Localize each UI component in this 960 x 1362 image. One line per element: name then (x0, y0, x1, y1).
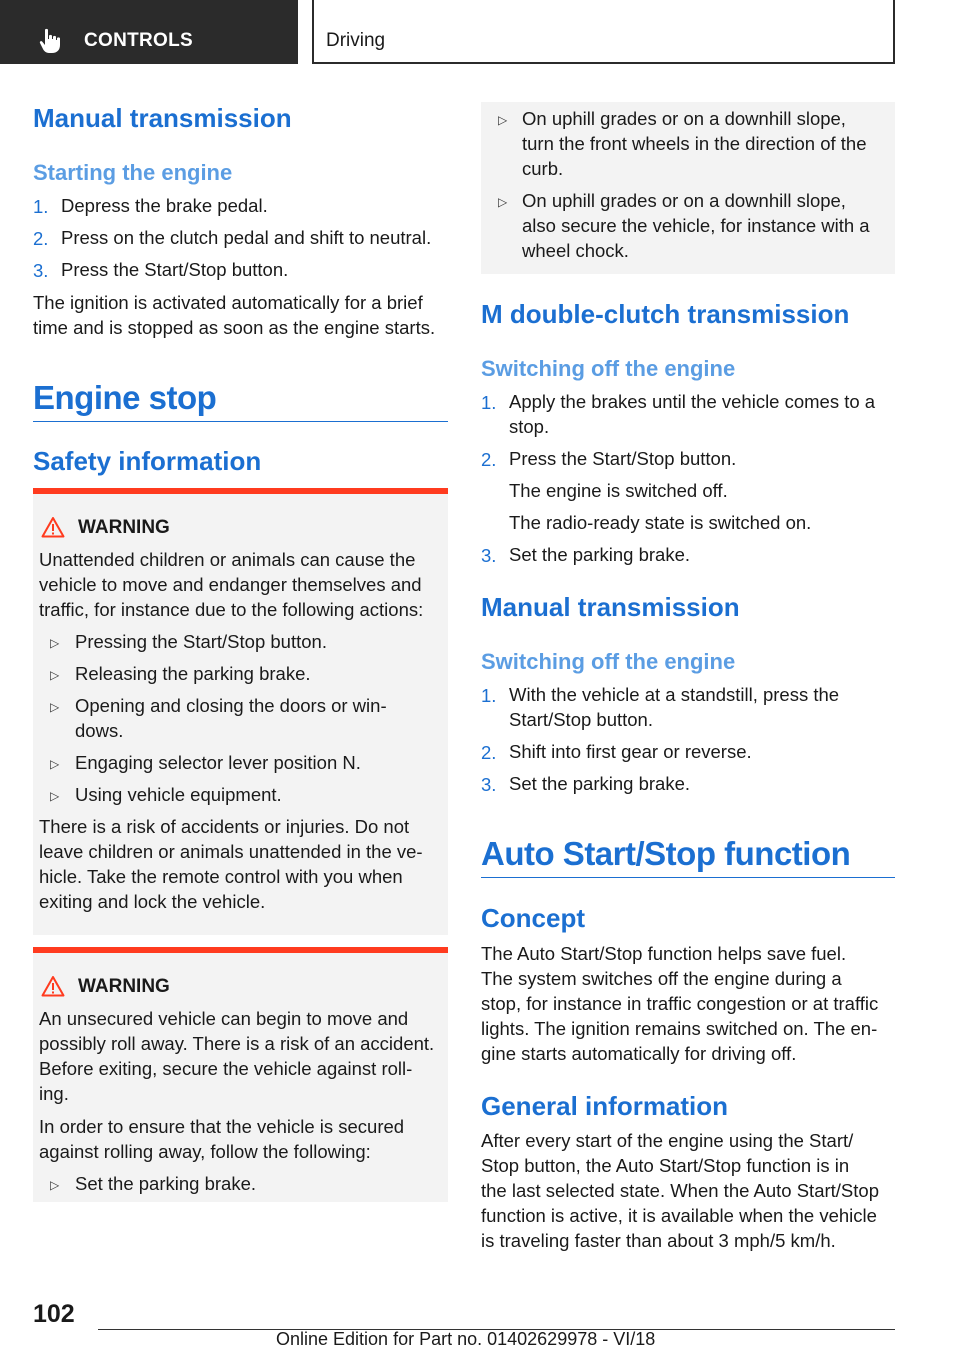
heading-starting-engine: Starting the engine (33, 160, 233, 185)
step-number: 3. (481, 774, 497, 795)
warning-text-line: There is a risk of accidents or injuries. Do not (39, 816, 410, 837)
bullet-text: turn the front wheels in the direction of the (522, 133, 867, 154)
bullet-text: wheel chock. (522, 240, 629, 261)
warning-triangle-icon (41, 516, 65, 538)
warning-label: WARNING (78, 976, 170, 997)
paragraph-line: is traveling faster than about 3 mph/5 km/h. (481, 1230, 836, 1251)
bullet-text: On uphill grades or on a downhill slope, (522, 190, 846, 211)
step-text: Start/Stop button. (509, 709, 653, 730)
bullet-triangle-icon: ▷ (50, 1178, 60, 1192)
bullet-text: Opening and closing the doors or win- (75, 695, 387, 716)
step-text: Apply the brakes until the vehicle comes to a (509, 391, 876, 412)
page-header (0, 0, 960, 66)
page-number: 102 (33, 1300, 75, 1328)
warning-label: WARNING (78, 517, 170, 538)
bullet-triangle-icon: ▷ (50, 757, 60, 771)
heading-auto-start-stop: Auto Start/Stop function (481, 835, 851, 872)
chapter-tab-driving (312, 0, 895, 64)
bullet-triangle-icon: ▷ (50, 700, 60, 714)
footer-edition: Online Edition for Part no. 01402629978 - VI/18 (276, 1329, 656, 1349)
paragraph-line: the last selected state. When the Auto Start/Stop (481, 1180, 879, 1201)
warning-bar (33, 488, 448, 494)
bullet-text: dows. (75, 720, 124, 741)
heading-m-double-clutch: M double-clutch transmission (481, 299, 850, 329)
heading-safety-information: Safety information (33, 446, 262, 476)
bullet-text: Using vehicle equipment. (75, 784, 282, 805)
paragraph-line: lights. The ignition remains switched on. The en- (481, 1018, 878, 1039)
paragraph-line: After every start of the engine using the Start/ (481, 1130, 854, 1151)
step-text: Press the Start/Stop button. (509, 448, 737, 469)
paragraph-line: function is active, it is available when the vehicle (481, 1205, 877, 1226)
warning-text-line: Unattended children or animals can cause the (39, 549, 416, 570)
bullet-text: Engaging selector lever position N. (75, 752, 361, 773)
step-number: 3. (481, 545, 497, 566)
warning-text-line: vehicle to move and endanger themselves and (39, 574, 422, 595)
chapter-label: Driving (326, 30, 386, 51)
step-number: 1. (481, 685, 497, 706)
step-text: Shift into first gear or reverse. (509, 741, 752, 762)
heading-switching-off-engine: Switching off the engine (481, 356, 736, 381)
warning-text-line: hicle. Take the remote control with you when (39, 866, 403, 887)
hand-pointer-icon (36, 26, 66, 56)
bullet-text: Set the parking brake. (75, 1173, 256, 1194)
step-number: 2. (33, 228, 49, 249)
paragraph-line: The system switches off the engine during a (481, 968, 842, 989)
bullet-triangle-icon: ▷ (50, 668, 60, 682)
heading-switching-off-engine: Switching off the engine (481, 649, 736, 674)
section-tab-controls (0, 0, 298, 64)
info-box (481, 102, 895, 274)
warning-text-line: possibly roll away. There is a risk of an accident. (39, 1033, 435, 1054)
bullet-triangle-icon: ▷ (498, 113, 508, 127)
heading-rule (33, 421, 448, 422)
warning-text-line: exiting and lock the vehicle. (39, 891, 266, 912)
paragraph-line: The Auto Start/Stop function helps save fuel. (481, 943, 847, 964)
warning-box (33, 947, 448, 1202)
warning-text-line: traffic, for instance due to the following actions: (39, 599, 424, 620)
bullet-text: also secure the vehicle, for instance with a (522, 215, 870, 236)
step-text: The radio-ready state is switched on. (509, 512, 812, 533)
warning-text-line: An unsecured vehicle can begin to move and (39, 1008, 409, 1029)
bullet-triangle-icon: ▷ (50, 789, 60, 803)
warning-text-line: Before exiting, secure the vehicle against roll- (39, 1058, 413, 1079)
warning-triangle-icon (41, 975, 65, 997)
heading-concept: Concept (481, 903, 585, 933)
paragraph-line: Stop button, the Auto Start/Stop function is in (481, 1155, 850, 1176)
step-text: Set the parking brake. (509, 773, 690, 794)
warning-bar (33, 947, 448, 953)
paragraph-line: stop, for instance in traffic congestion or at traffic (481, 993, 879, 1014)
section-label: CONTROLS (84, 30, 194, 51)
step-text: Press on the clutch pedal and shift to neutral. (61, 227, 432, 248)
bullet-triangle-icon: ▷ (50, 636, 60, 650)
step-text: Set the parking brake. (509, 544, 690, 565)
paragraph-line: time and is stopped as soon as the engine starts. (33, 317, 436, 338)
paragraph-line: gine starts automatically for driving off. (481, 1043, 797, 1064)
heading-manual-transmission: Manual transmission (481, 592, 740, 622)
warning-text-line: leave children or animals unattended in the ve- (39, 841, 423, 862)
bullet-text: curb. (522, 158, 564, 179)
warning-text-line: against rolling away, follow the following: (39, 1141, 371, 1162)
heading-rule (481, 877, 895, 878)
warning-text-line: ing. (39, 1083, 69, 1104)
step-number: 2. (481, 742, 497, 763)
bullet-text: Releasing the parking brake. (75, 663, 311, 684)
step-number: 3. (33, 260, 49, 281)
heading-general-information: General information (481, 1091, 729, 1121)
bullet-triangle-icon: ▷ (498, 195, 508, 209)
paragraph-line: The ignition is activated automatically for a brief (33, 292, 423, 313)
warning-text-line: In order to ensure that the vehicle is secured (39, 1116, 405, 1137)
step-number: 1. (481, 392, 497, 413)
heading-engine-stop: Engine stop (33, 379, 217, 416)
bullet-text: Pressing the Start/Stop button. (75, 631, 327, 652)
step-number: 1. (33, 196, 49, 217)
step-number: 2. (481, 449, 497, 470)
bullet-text: On uphill grades or on a downhill slope, (522, 108, 846, 129)
warning-box (33, 488, 448, 935)
step-text: Press the Start/Stop button. (61, 259, 289, 280)
step-text: The engine is switched off. (509, 480, 728, 501)
step-text: With the vehicle at a standstill, press the (509, 684, 840, 705)
step-text: Depress the brake pedal. (61, 195, 268, 216)
step-text: stop. (509, 416, 550, 437)
heading-manual-transmission: Manual transmission (33, 103, 292, 133)
